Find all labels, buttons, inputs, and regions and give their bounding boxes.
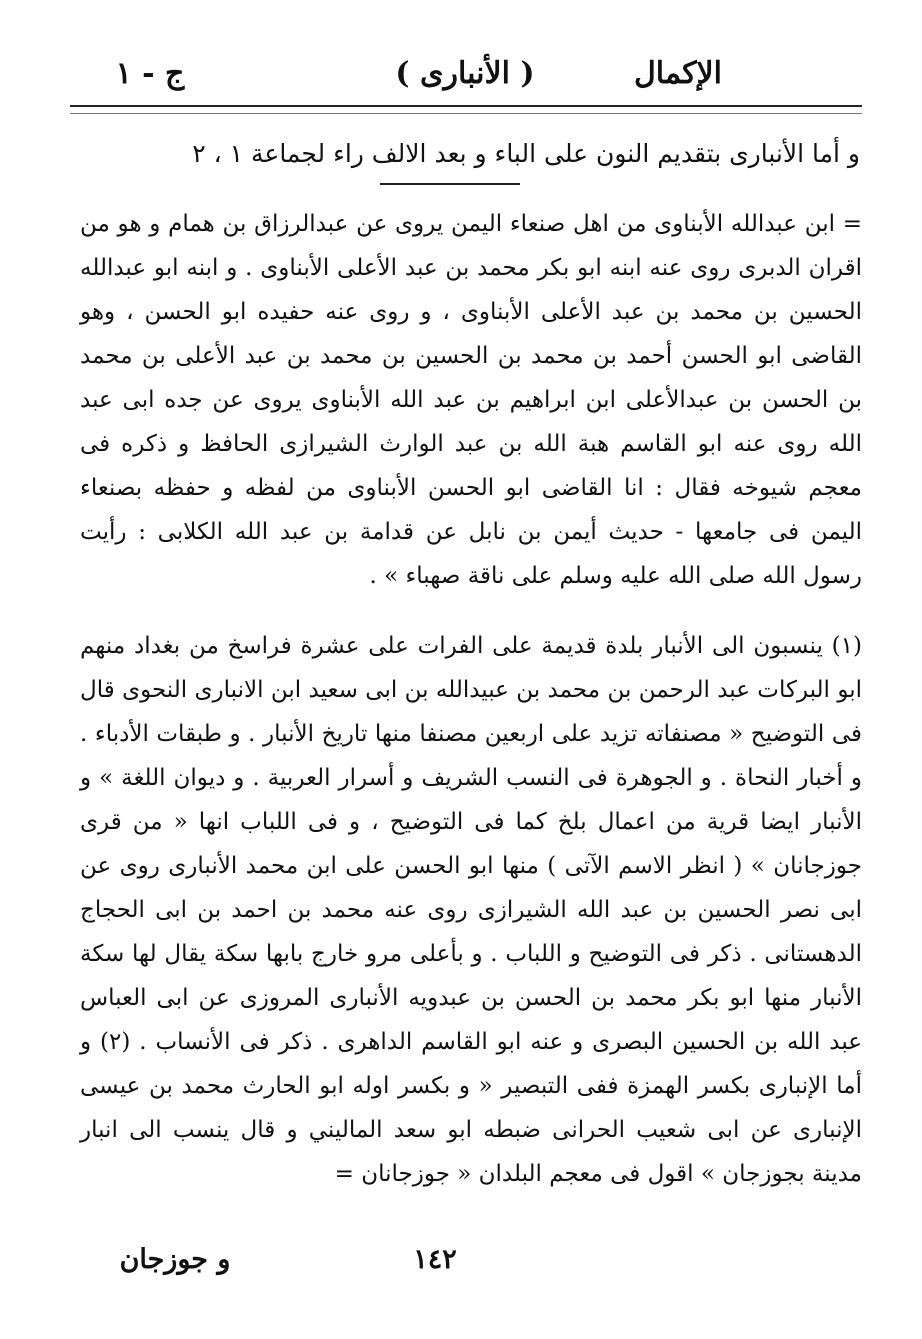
header-rule-thin	[70, 113, 862, 114]
footnote-text: (١) ينسبون الى الأنبار بلدة قديمة على الفرات على عشرة فراسخ من بغداد منهم ابو البركات عبد الرحمن بن محمد بن عبيدالله بن ابى سعيد ابن الانبارى النحوى قال فى التوضيح « مصنفاته تزيد على اربعين مصنفا منها تاريخ الأنبار . و طبقات الأدباء . و أخبار النحاة . و الجوهرة فى النسب الشريف و أسرار العربية . و ديوان اللغة » و الأنبار ايضا قرية من اعمال بلخ كما فى التوضيح ، و فى اللباب انها « من قرى جوزجانان » ( انظر الاسم الآتى ) منها ابو الحسن على ابن محمد الأنبارى روى عن ابى نصر الحسين بن عبد الله الشيرازى روى عنه محمد بن احمد بن ابى الحجاج الدهستانى . ذكر فى التوضيح و اللباب . و بأعلى مرو خارج بابها سكة يقال لها سكة الأنبار منها ابو بكر محمد بن الحسن بن عبدويه الأنبارى المروزى عن ابى العباس عبد الله بن الحسين البصرى و عنه ابو القاسم الداهرى . ذكر فى الأنساب . (٢) و أما الإنبارى بكسر الهمزة ففى التبصير « و بكسر اوله ابو الحارث محمد بن عيسى الإنبارى عن ابى شعيب الحرانى ضبطه ابو سعد الماليني و قال ينسب الى انبار مدينة بجوزجان » اقول فى معجم البلدان « جوزجانان =	[80, 633, 862, 1187]
page-number: ١٤٢	[413, 1244, 457, 1275]
continued-footnote: = ابن عبدالله الأبناوى من اهل صنعاء اليمن يروى عن عبدالرزاق بن همام و هو من اقران الدبرى روى عنه ابنه ابو بكر محمد بن عبد الأعلى الأبناوى . و ابنه ابو عبدالله الحسين بن محمد بن عبد الأعلى الأبناوى ، و روى عنه حفيده ابو الحسن ، وهو القاضى ابو الحسن أحمد بن محمد بن الحسين بن محمد بن عبد الأعلى بن محمد بن الحسن بن عبدالأعلى ابن ابراهيم بن عبد الله الأبناوى يروى عن جده ابى عبد الله روى عنه ابو القاسم هبة الله بن عبد الوارث الشيرازى الحافظ و ذكره فى معجم شيوخه فقال : انا القاضى ابو الحسن الأبناوى من لفظه و حفظه بصنعاء اليمن فى جامعها - حديث أيمن بن نابل عن قدامة بن عبد الله الكلابى : رأيت رسول الله صلى الله عليه وسلم على ناقة صهباء » .	[80, 211, 862, 589]
section-title: ( الأنبارى )	[395, 56, 535, 91]
catchword: و جوزجان	[119, 1244, 231, 1275]
running-title: الإكمال	[633, 56, 722, 91]
main-text-line: و أما الأنبارى بتقديم النون على الباء و بعد الالف راء لجماعة ١ ، ٢	[192, 139, 860, 168]
header-rule	[70, 105, 862, 107]
volume-label: ج - ١	[115, 56, 185, 91]
footnote-separator	[380, 183, 520, 185]
